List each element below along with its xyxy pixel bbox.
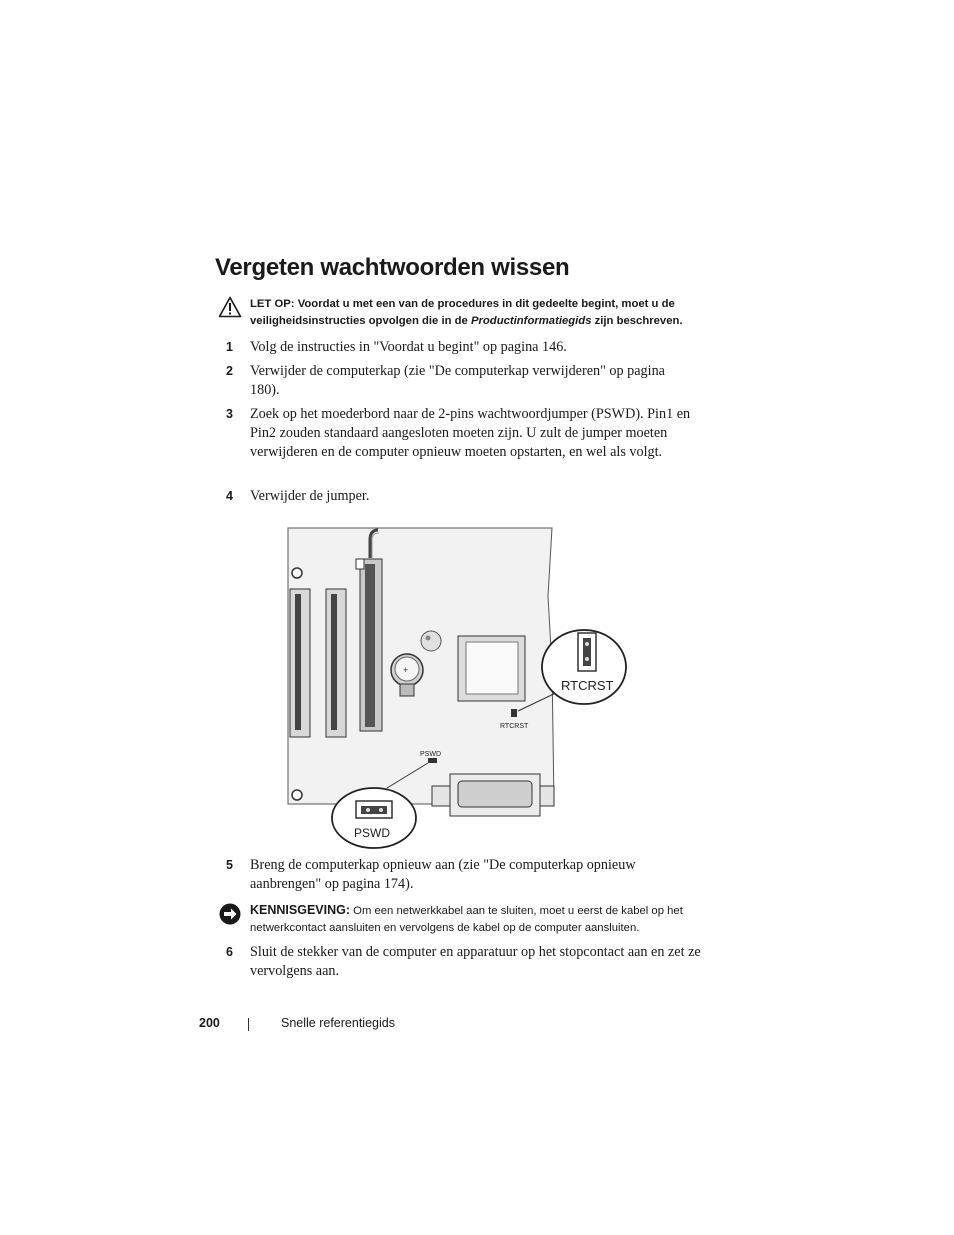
caution-note xyxy=(215,296,715,330)
rtcrst-callout-label: RTCRST xyxy=(561,678,614,693)
step-text: Zoek op het moederbord naar de 2-pins wachtwoordjumper (PSWD). Pin1 en Pin2 zouden standaard aangesloten moeten zijn. U zult de jumper moeten verwijderen en de computer opnieuw moeten opstarten, en wel als volgt. xyxy=(250,406,691,460)
caution-text: Voordat u met een van de procedures in dit gedeelte begint, moet u de veiligheidsinstructies opvolgen die in de xyxy=(250,298,675,327)
caution-guide-title: Productinformatiegids xyxy=(470,315,592,327)
rtcrst-small-label: RTCRST xyxy=(500,723,529,730)
pswd-callout-label: PSWD xyxy=(354,826,390,840)
notice-text: Om een netwerkkabel aan te sluiten, moet u eerst de kabel op het netwerkcontact aansluiten en vervolgens de kabel op de computer aansluiten. xyxy=(250,905,683,934)
svg-text:+: + xyxy=(403,665,409,675)
step-2 xyxy=(215,362,715,400)
step-number: 3 xyxy=(226,407,233,421)
step-text: Verwijder de jumper. xyxy=(250,488,370,504)
notice-note xyxy=(215,902,715,937)
step-4 xyxy=(215,487,715,506)
step-number: 6 xyxy=(226,945,233,959)
step-text: Sluit de stekker van de computer en apparatuur op het stopcontact aan en zet ze vervolgens aan. xyxy=(250,944,701,979)
motherboard-illustration xyxy=(282,526,614,851)
step-number: 4 xyxy=(226,489,233,503)
step-number: 2 xyxy=(226,364,233,378)
caution-text-end: zijn beschreven. xyxy=(594,315,683,327)
page-number: 200 xyxy=(199,1016,220,1030)
motherboard-figure xyxy=(282,526,614,856)
notice-label: KENNISGEVING: xyxy=(250,903,351,917)
notice-arrow-icon xyxy=(218,902,242,932)
step-1 xyxy=(215,338,715,357)
step-6 xyxy=(215,943,715,981)
footer-section-title: Snelle referentiegids xyxy=(281,1016,395,1030)
step-text: Verwijder de computerkap (zie "De computerkap verwijderen" op pagina 180). xyxy=(250,363,665,398)
step-number: 5 xyxy=(226,858,233,872)
page-title: Vergeten wachtwoorden wissen xyxy=(215,254,570,281)
step-number: 1 xyxy=(226,340,233,354)
step-text: Volg de instructies in "Voordat u begint" op pagina 146. xyxy=(250,339,567,355)
warning-triangle-icon xyxy=(218,296,242,324)
pswd-small-label: PSWD xyxy=(420,751,441,758)
step-3 xyxy=(215,405,715,462)
step-text: Breng de computerkap opnieuw aan (zie "De computerkap opnieuw aanbrengen" op pagina 174). xyxy=(250,857,636,892)
caution-label: LET OP: xyxy=(250,298,295,310)
footer-divider xyxy=(248,1018,249,1031)
step-5 xyxy=(215,856,715,894)
